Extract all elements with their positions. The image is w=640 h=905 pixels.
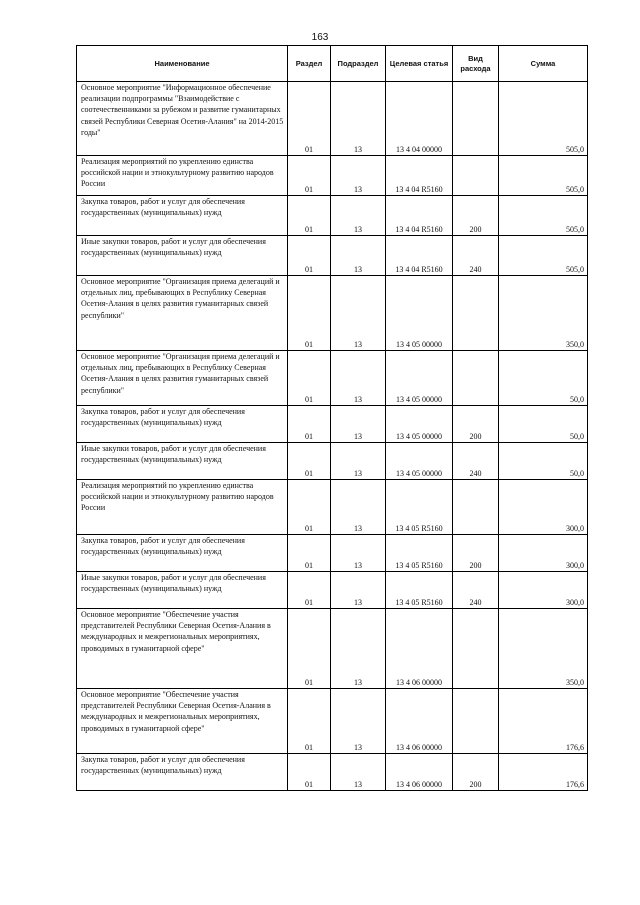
row-expense: [453, 351, 499, 406]
row-name: Реализация мероприятий по укреплению единства российской нации и этнокультурному развитию народов России: [77, 156, 288, 196]
row-target: 13 4 06 00000: [386, 689, 453, 754]
row-name: Закупка товаров, работ и услуг для обеспечения государственных (муниципальных) нужд: [77, 196, 288, 236]
row-subsection: 13: [331, 572, 386, 609]
header-target: Целевая статья: [386, 46, 453, 82]
table-row: [77, 609, 588, 689]
row-name: Основное мероприятие "Обеспечение участия представителей Республики Северная Осетия-Алания в международных и межрегиональных мероприятиях, проводимых в гуманитарной сфере": [77, 689, 288, 754]
row-expense: 200: [453, 754, 499, 791]
row-subsection: 13: [331, 82, 386, 156]
row-target: 13 4 05 00000: [386, 443, 453, 480]
row-amount: 50,0: [499, 406, 588, 443]
row-amount: 50,0: [499, 351, 588, 406]
row-target: 13 4 04 R5160: [386, 156, 453, 196]
row-amount: 300,0: [499, 572, 588, 609]
row-subsection: 13: [331, 689, 386, 754]
row-expense: 200: [453, 406, 499, 443]
row-expense: [453, 609, 499, 689]
row-expense: 240: [453, 236, 499, 276]
row-expense: [453, 480, 499, 535]
row-target: 13 4 05 R5160: [386, 480, 453, 535]
row-name: Основное мероприятие "Организация приема делегаций и отдельных лиц, пребывающих в Республику Северная Осетия-Алания в целях развития гуманитарных связей республики": [77, 276, 288, 351]
row-subsection: 13: [331, 609, 386, 689]
row-section: 01: [288, 443, 331, 480]
row-amount: 505,0: [499, 196, 588, 236]
table-row: [77, 572, 588, 609]
row-expense: [453, 276, 499, 351]
budget-table: [76, 45, 588, 791]
row-target: 13 4 05 00000: [386, 351, 453, 406]
row-section: 01: [288, 82, 331, 156]
row-amount: 505,0: [499, 156, 588, 196]
table-row: [77, 156, 588, 196]
table-row: [77, 276, 588, 351]
page-number: 163: [311, 32, 329, 43]
header-amount: Сумма: [499, 46, 588, 82]
row-section: 01: [288, 406, 331, 443]
header-subsection: Подраздел: [331, 46, 386, 82]
row-target: 13 4 05 R5160: [386, 535, 453, 572]
row-section: 01: [288, 156, 331, 196]
row-name: Иные закупки товаров, работ и услуг для обеспечения государственных (муниципальных) нужд: [77, 572, 288, 609]
row-target: 13 4 06 00000: [386, 609, 453, 689]
row-subsection: 13: [331, 480, 386, 535]
row-target: 13 4 06 00000: [386, 754, 453, 791]
table-row: [77, 236, 588, 276]
row-target: 13 4 05 00000: [386, 276, 453, 351]
row-name: Основное мероприятие "Организация приема делегаций и отдельных лиц, пребывающих в Республику Северная Осетия-Алания в целях развития гуманитарных связей республики": [77, 351, 288, 406]
header-section: Раздел: [288, 46, 331, 82]
row-subsection: 13: [331, 156, 386, 196]
header-name: Наименование: [77, 46, 288, 82]
row-subsection: 13: [331, 276, 386, 351]
row-section: 01: [288, 572, 331, 609]
row-amount: 300,0: [499, 535, 588, 572]
table-row: [77, 82, 588, 156]
row-expense: 200: [453, 196, 499, 236]
row-amount: 176,6: [499, 754, 588, 791]
row-subsection: 13: [331, 351, 386, 406]
row-section: 01: [288, 196, 331, 236]
row-expense: 240: [453, 572, 499, 609]
row-section: 01: [288, 480, 331, 535]
row-subsection: 13: [331, 406, 386, 443]
header-expense: Вид расхода: [453, 46, 499, 82]
row-expense: 240: [453, 443, 499, 480]
row-section: 01: [288, 351, 331, 406]
row-target: 13 4 04 R5160: [386, 236, 453, 276]
row-subsection: 13: [331, 754, 386, 791]
row-expense: [453, 689, 499, 754]
row-amount: 176,6: [499, 689, 588, 754]
row-amount: 350,0: [499, 609, 588, 689]
row-subsection: 13: [331, 443, 386, 480]
row-name: Закупка товаров, работ и услуг для обеспечения государственных (муниципальных) нужд: [77, 535, 288, 572]
row-amount: 300,0: [499, 480, 588, 535]
row-target: 13 4 05 R5160: [386, 572, 453, 609]
row-expense: [453, 156, 499, 196]
row-subsection: 13: [331, 236, 386, 276]
row-name: Основное мероприятие "Информационное обеспечение реализации подпрограммы "Взаимодействие с соотечественниками за рубежом и развитие гуманитарных связей Республики Северная Осетия-Алания" на 2014-2015 годы": [77, 82, 288, 156]
row-section: 01: [288, 609, 331, 689]
table-header-row: [77, 46, 588, 82]
row-target: 13 4 04 00000: [386, 82, 453, 156]
row-subsection: 13: [331, 535, 386, 572]
table-row: [77, 689, 588, 754]
row-section: 01: [288, 535, 331, 572]
row-amount: 350,0: [499, 276, 588, 351]
row-target: 13 4 05 00000: [386, 406, 453, 443]
row-target: 13 4 04 R5160: [386, 196, 453, 236]
row-section: 01: [288, 236, 331, 276]
table-row: [77, 406, 588, 443]
row-name: Реализация мероприятий по укреплению единства российской нации и этнокультурному развитию народов России: [77, 480, 288, 535]
row-amount: 50,0: [499, 443, 588, 480]
row-name: Иные закупки товаров, работ и услуг для обеспечения государственных (муниципальных) нужд: [77, 443, 288, 480]
row-name: Закупка товаров, работ и услуг для обеспечения государственных (муниципальных) нужд: [77, 406, 288, 443]
table-row: [77, 351, 588, 406]
row-section: 01: [288, 276, 331, 351]
table-row: [77, 535, 588, 572]
row-section: 01: [288, 754, 331, 791]
row-name: Закупка товаров, работ и услуг для обеспечения государственных (муниципальных) нужд: [77, 754, 288, 791]
table-row: [77, 196, 588, 236]
row-amount: 505,0: [499, 236, 588, 276]
row-name: Иные закупки товаров, работ и услуг для обеспечения государственных (муниципальных) нужд: [77, 236, 288, 276]
table-row: [77, 480, 588, 535]
row-amount: 505,0: [499, 82, 588, 156]
row-name: Основное мероприятие "Обеспечение участия представителей Республики Северная Осетия-Алания в международных и межрегиональных мероприятиях, проводимых в гуманитарной сфере": [77, 609, 288, 689]
row-subsection: 13: [331, 196, 386, 236]
row-expense: 200: [453, 535, 499, 572]
row-expense: [453, 82, 499, 156]
table-row: [77, 443, 588, 480]
table-row: [77, 754, 588, 791]
row-section: 01: [288, 689, 331, 754]
